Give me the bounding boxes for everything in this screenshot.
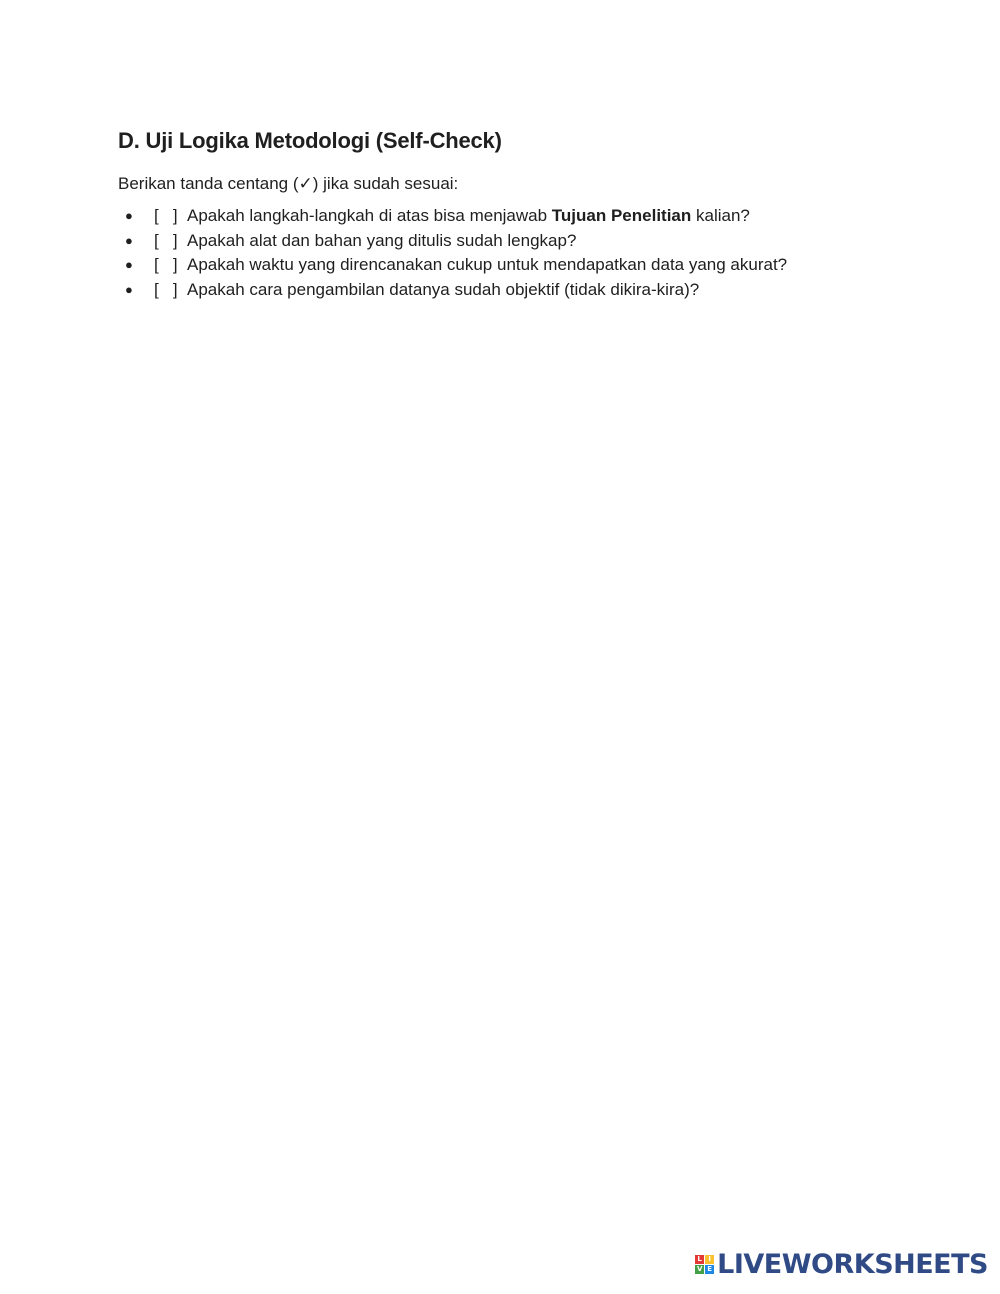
logo-text: LIVEWORKSHEETS [717,1249,988,1280]
checkbox[interactable]: [ ] [154,255,178,274]
section-title: D. Uji Logika Metodologi (Self-Check) [118,128,502,153]
bullet-icon: ● [125,257,133,272]
checklist-item [118,278,918,303]
item-text: Apakah cara pengambilan datanya sudah objektif (tidak dikira-kira)? [187,279,700,299]
bullet-icon: ● [125,281,133,297]
bullet-icon: ● [125,208,133,223]
checkbox[interactable]: [ ] [154,230,178,250]
item-text: Apakah waktu yang direncanakan cukup untuk mendapatkan data yang akurat? [187,255,788,274]
logo-letter: I [705,1255,714,1264]
checklist-item [118,253,918,278]
item-bold-text: Tujuan Penelitian [551,206,692,225]
item-text: Apakah langkah-langkah di atas bisa menjawab [187,206,552,225]
item-text: Apakah alat dan bahan yang ditulis sudah lengkap? [187,230,577,250]
logo-letter: V [696,1265,703,1273]
checklist-item [118,229,918,254]
self-check-section [118,124,918,302]
intro-text: Berikan tanda centang (✓) jika sudah sesuai: [118,174,459,193]
logo-grid-icon [695,1255,714,1274]
checkbox[interactable]: [ ] [154,206,178,225]
bullet-icon: ● [125,232,133,248]
checklist-item [118,204,918,229]
checklist [118,204,918,302]
logo-letter: E [705,1265,714,1274]
item-text-after: kalian? [691,206,750,225]
checkbox[interactable]: [ ] [154,279,178,299]
liveworksheets-logo [695,1249,988,1280]
logo-letter: L [695,1255,704,1264]
